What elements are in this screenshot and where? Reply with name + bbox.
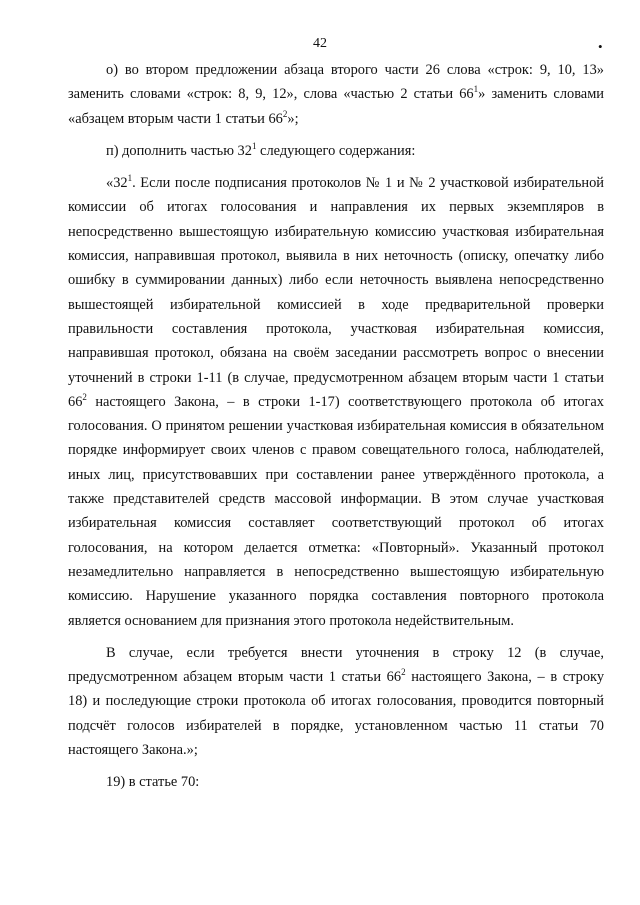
superscript: 2	[82, 391, 87, 402]
paragraph-text: . Если после подписания протоколов № 1 и № 2 участковой избирательной комиссии об итогах голосования и направления их первых экземпляров в непосредственно вышестоящую избирательную комиссию участковая избирательная комиссия, направившая протокол, выявила в них неточность (описку, опечатку либо ошибку в суммировании данных) либо если неточность выявлена непосредственно вышестоящей избирательной комиссией в ходе предварительной проверки правильности составления протокола, участковая избирательная комиссия, направившая протокол, обязана на своём заседании рассмотреть вопрос о внесении уточнений в строки 1-11 (в случае, предусмотренном абзацем вторым части 1 статьи 66	[68, 175, 604, 410]
superscript: 1	[127, 173, 133, 184]
superscript: 2	[282, 108, 288, 119]
paragraph-recount	[68, 641, 604, 762]
superscript: 1	[473, 84, 479, 95]
paragraph-p	[68, 139, 604, 163]
paragraph-text: п) дополнить частью 32	[106, 142, 252, 159]
paragraph-32-1	[68, 171, 604, 633]
paragraph-text: «32	[106, 175, 128, 192]
page-number: 42	[313, 36, 327, 51]
paragraph-19	[68, 770, 604, 794]
paragraph-text: настоящего Закона, – в строки 1-17) соответствующего протокола об итогах голосования. О принятом решении участковая избирательная комиссия в обязательном порядке информирует своих членов с правом совещательного голоса, наблюдателей, иных лиц, присутствовавших при составлении ранее утверждённого протокола, а также представителей средств массовой информации. В этом случае участковая избирательная комиссия составляет соответствующий протокол об итогах голосования, на котором делается отметка: «Повторный». Указанный протокол незамедлительно направляется в непосредственно вышестоящую избирательную комиссию. Нарушение указанного порядка составления повторного протокола является основанием для признания этого протокола недействительным.	[68, 393, 604, 629]
paragraph-text: В случае, если требуется внести уточнения в строку 12 (в случае, предусмотренном абзацем вторым части 1 статьи 66	[68, 644, 604, 686]
paragraph-text: о) во втором предложении абзаца второго части 26 слова «строк: 9, 10, 13» заменить словами «строк: 8, 9, 12», слова «частью 2 статьи 66	[68, 62, 604, 103]
paragraph-text: настоящего Закона, – в строку 18) и последующие строки протокола об итогах голосования, проводится повторный подсчёт голосов избирателей в порядке, установленном частью 11 статьи 70 настоящего Закона.»;	[68, 669, 605, 759]
document-body	[68, 58, 604, 801]
paragraph-o	[68, 58, 604, 131]
paragraph-text: » заменить словами «абзацем вторым части 1 статьи 66	[68, 86, 604, 127]
paragraph-text: 19) в статье 70:	[106, 774, 200, 791]
superscript: 1	[251, 140, 257, 151]
paragraph-text: следующего содержания:	[256, 142, 416, 159]
paragraph-text: »;	[287, 110, 299, 127]
corner-mark: •	[598, 39, 603, 54]
superscript: 2	[401, 667, 406, 678]
